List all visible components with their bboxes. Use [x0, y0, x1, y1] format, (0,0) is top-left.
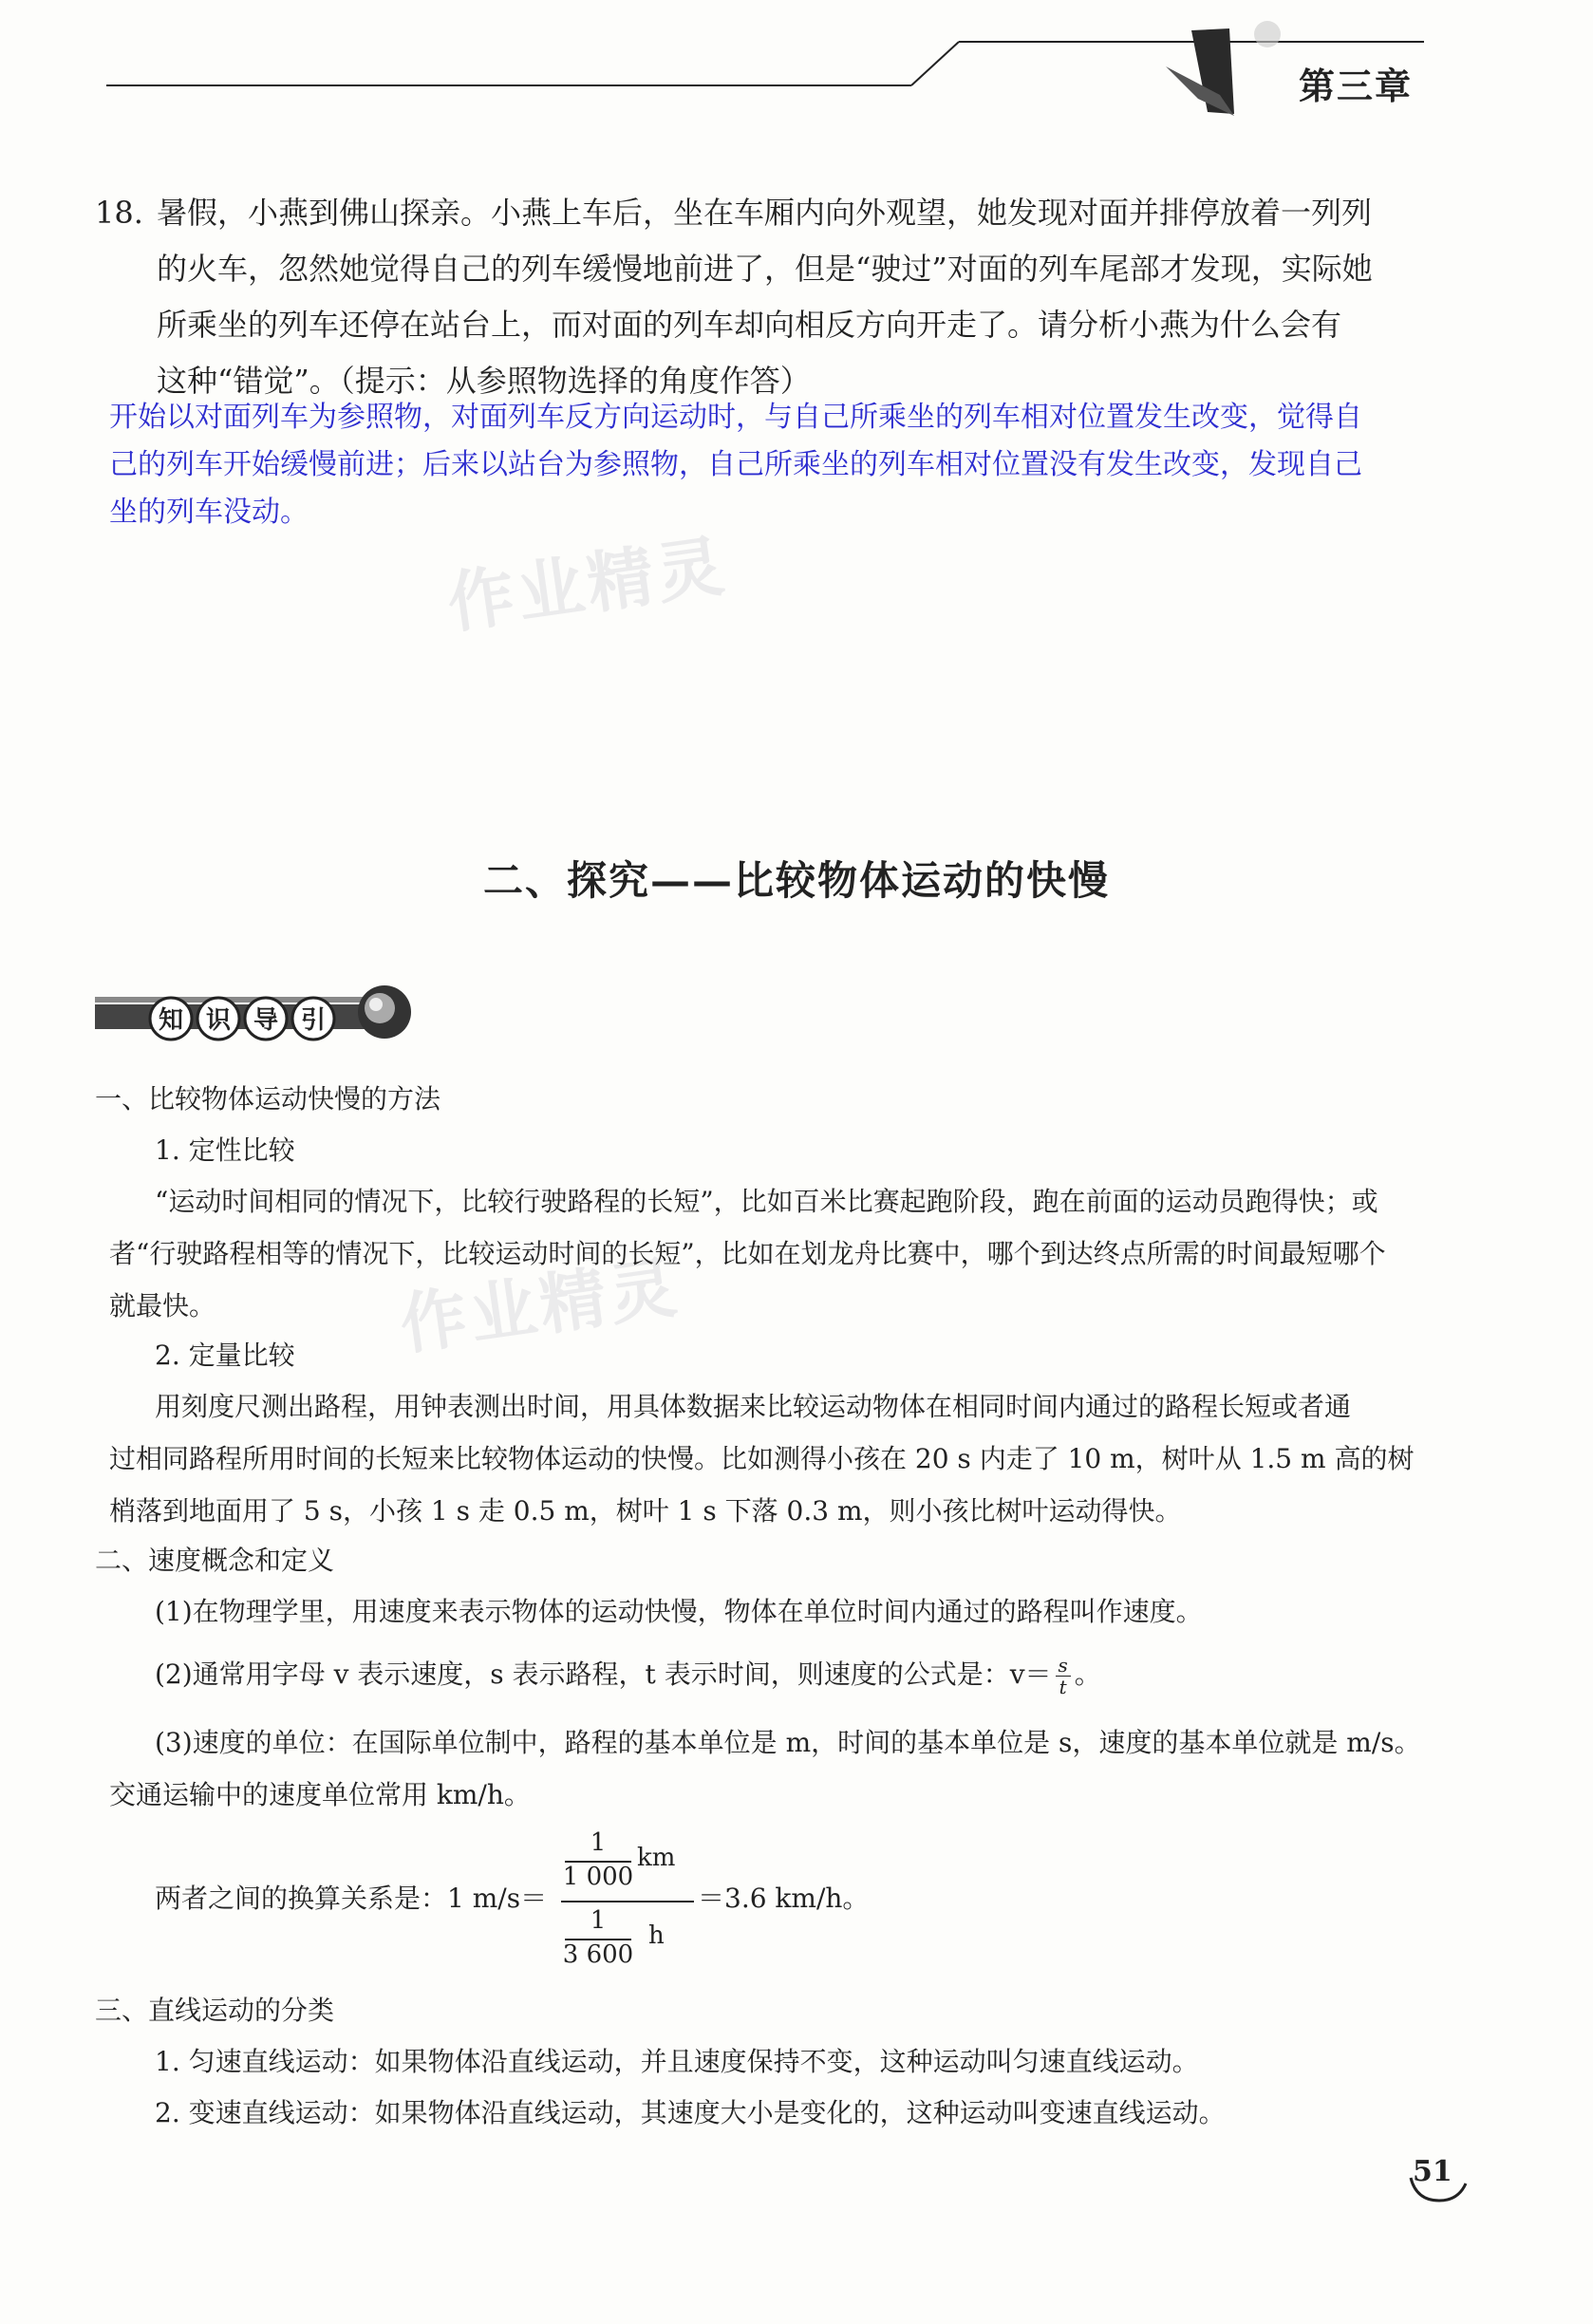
text-line: 者“行驶路程相等的情况下，比较运动时间的长短”，比如在划龙舟比赛中，哪个到达终点所需的时间最短哪个: [109, 1238, 1386, 1269]
heading-speed-definition: 二、速度概念和定义: [95, 1545, 335, 1576]
answer-text: [109, 394, 1429, 536]
unit-h: h: [648, 1921, 665, 1950]
subheading-qualitative: 1. 定性比较: [155, 1134, 295, 1166]
question-number: 18.: [95, 195, 143, 231]
speed-formula-fraction: [1056, 1655, 1071, 1697]
fraction-numerator: 1: [590, 1828, 607, 1857]
watermark: 作业精灵: [395, 1246, 685, 1365]
fraction-denominator: 1 000: [562, 1863, 634, 1891]
answer-line: 己的列车开始缓慢前进；后来以站台为参照物，自己所乘坐的列车相对位置没有发生改变，发现自己: [109, 448, 1362, 481]
text-line: 就最快。: [109, 1290, 216, 1321]
question-18: [95, 185, 1443, 409]
fraction-numerator: 1: [590, 1906, 607, 1935]
fraction-denominator: 3 600: [562, 1940, 634, 1969]
uniform-motion: 1. 匀速直线运动：如果物体沿直线运动，并且速度保持不变，这种运动叫匀速直线运动。: [155, 2046, 1199, 2077]
text-line: 梢落到地面用了 5 s，小孩 1 s 走 0.5 m，树叶 1 s 下落 0.3 m，则小孩比树叶运动得快。: [109, 1495, 1182, 1527]
section-title: 二、探究——比较物体运动的快慢: [482, 857, 1110, 904]
pencil-icon: [1166, 21, 1281, 116]
conversion-text: 两者之间的换算关系是：1 m/s＝: [155, 1883, 548, 1914]
text-line: “运动时间相同的情况下，比较行驶路程的长短”，比如百米比赛起跑阶段，跑在前面的运动员跑得快；或: [155, 1186, 1378, 1217]
banner-char: 知: [158, 1006, 184, 1035]
paragraph-quantitative: [109, 1380, 1452, 1537]
text-line: 过相同路程所用时间的长短来比较物体运动的快慢。比如测得小孩在 20 s 内走了 10 m，树叶从 1.5 m 高的树: [109, 1443, 1415, 1474]
definition-1: (1)在物理学里，用速度来表示物体的运动快慢，物体在单位时间内通过的路程叫作速度。: [155, 1596, 1203, 1627]
text-line: 用刻度尺测出路程，用钟表测出时间，用具体数据来比较运动物体在相同时间内通过的路程长短或者通: [155, 1391, 1352, 1422]
fraction-denominator: t: [1059, 1676, 1067, 1698]
formula-text: (2)通常用字母 v 表示速度，s 表示路程，t 表示时间，则速度的公式是：v＝: [155, 1659, 1052, 1690]
knowledge-guide-banner: [95, 976, 422, 1044]
unit-km: km: [637, 1844, 676, 1872]
text-line: 交通运输中的速度单位常用 km/h。: [109, 1779, 531, 1810]
banner-char: 导: [253, 1006, 279, 1035]
formula-text: 。: [1074, 1659, 1101, 1690]
definition-3: [109, 1716, 1452, 1821]
question-line: 暑假，小燕到佛山探亲。小燕上车后，坐在车厢内向外观望，她发现对面并排停放着一列列: [157, 195, 1373, 231]
question-line: 这种“错觉”。（提示：从参照物选择的角度作答）: [157, 363, 811, 399]
page-number: 51: [1413, 2155, 1452, 2188]
definition-2: [155, 1648, 1101, 1700]
watermark: 作业精灵: [442, 525, 733, 644]
subheading-quantitative: 2. 定量比较: [155, 1340, 295, 1371]
banner-char: 识: [205, 1006, 232, 1035]
banner-char: 引: [300, 1006, 327, 1035]
fraction-numerator: s: [1056, 1655, 1071, 1677]
chapter-title: 第三章: [1299, 65, 1414, 107]
conversion-result: ＝3.6 km/h。: [698, 1883, 870, 1914]
question-line: 的火车，忽然她觉得自己的列车缓慢地前进了，但是“驶过”对面的列车尾部才发现，实际她: [157, 251, 1373, 287]
question-line: 所乘坐的列车还停在站台上，而对面的列车却向相反方向开走了。请分析小燕为什么会有: [157, 307, 1342, 343]
heading-motion-types: 三、直线运动的分类: [95, 1995, 335, 2026]
heading-methods: 一、比较物体运动快慢的方法: [95, 1083, 441, 1115]
answer-line: 坐的列车没动。: [109, 496, 309, 529]
variable-motion: 2. 变速直线运动：如果物体沿直线运动，其速度大小是变化的，这种运动叫变速直线运动。: [155, 2097, 1226, 2128]
paragraph-qualitative: [109, 1175, 1452, 1332]
text-line: (3)速度的单位：在国际单位制中，路程的基本单位是 m，时间的基本单位是 s，速度的基本单位就是 m/s。: [155, 1727, 1421, 1758]
answer-line: 开始以对面列车为参照物，对面列车反方向运动时，与自己所乘坐的列车相对位置发生改变，觉得自: [109, 401, 1362, 434]
